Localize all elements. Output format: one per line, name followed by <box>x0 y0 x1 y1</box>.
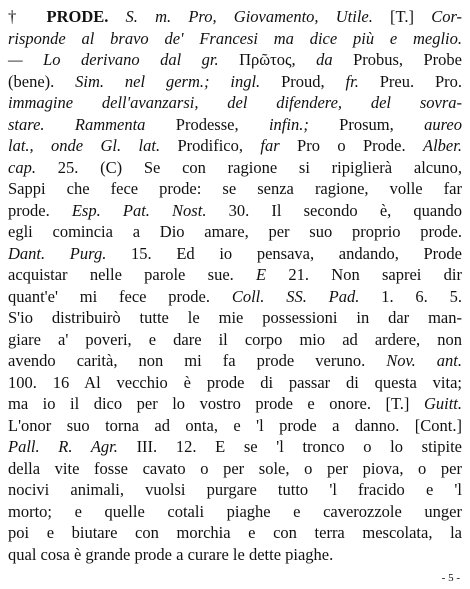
page-corner-mark: - 5 - <box>442 568 460 589</box>
text-run: Prodesse, <box>145 115 269 134</box>
text-run: stare. Rammenta <box>8 115 145 134</box>
entry-line-9: Sappi che fece prode: se senza ragione, volle far <box>8 178 462 200</box>
text-run: [T.] <box>373 7 431 26</box>
text-run <box>54 72 75 91</box>
citation: Pall. R. Agr. <box>8 437 118 456</box>
text-run: Preu. Pro. <box>359 72 462 91</box>
text-run: 21. Non saprei dir <box>266 265 462 284</box>
entry-line-24: morto; e quelle cotali piaghe e caverozzole unger <box>8 501 462 523</box>
citation: Esp. Pat. Nost. <box>72 201 207 220</box>
entry-line-18: 100. 16 Al vecchio è prode di passar di questa vita; <box>8 372 462 394</box>
text-run: avendo carità, non mi fa prode veruno. <box>8 351 386 370</box>
text-run <box>118 437 137 456</box>
entry-line-15: S'io distribuirò tutte le mie possessioni in dar man- <box>8 307 462 329</box>
dagger-mark: † <box>8 7 46 26</box>
entry-line-14 <box>8 286 462 308</box>
entry-line-8 <box>8 157 462 179</box>
citation: cap. <box>8 158 36 177</box>
text-run: aureo <box>424 115 462 134</box>
entry-line-4 <box>8 71 462 93</box>
text-run: 30. Il secondo è, quando <box>206 201 462 220</box>
entry-line-10 <box>8 200 462 222</box>
text-run: 25. (C) Se con ragione si ripiglierà alcuno, <box>36 158 462 177</box>
text-run: Sim. nel germ.; <box>75 72 209 91</box>
text-run: 15. Ed io pensava, andando, Prode <box>106 244 462 263</box>
text-run: Prosum, <box>309 115 424 134</box>
entry-line-3 <box>8 49 462 71</box>
grammar-label: S. m. <box>126 7 172 26</box>
citation: Guitt. <box>424 394 462 413</box>
text-run: ingl. <box>230 72 260 91</box>
citation: Alber. <box>423 136 462 155</box>
text-run <box>108 7 125 26</box>
text-run: quant'e' mi fece prode. <box>8 287 232 306</box>
headword: PRODE. <box>46 7 108 26</box>
text-run: Probus, Probe <box>333 50 462 69</box>
entry-line-2: risponde al bravo de' Francesi ma dice più e meglio. <box>8 28 462 50</box>
entry-line-13 <box>8 264 462 286</box>
text-run: Cor- <box>431 7 462 26</box>
text-run <box>210 72 231 91</box>
text-run: 12. E se 'l tronco o lo stipite <box>157 437 462 456</box>
entry-line-1 <box>8 6 462 28</box>
text-run: lat., onde Gl. lat. <box>8 136 160 155</box>
citation: Coll. SS. Pad. <box>232 287 360 306</box>
text-run: acquistar nelle parole sue. <box>8 265 256 284</box>
citation: Nov. ant. <box>386 351 462 370</box>
entry-line-11: egli comincia a Dio amare, per suo proprio prode. <box>8 221 462 243</box>
citation: E <box>256 265 266 284</box>
text-run: ma io il dico per lo vostro prode e onore. [T.] <box>8 394 424 413</box>
text-run: — Lo derivano dal gr. <box>8 50 219 69</box>
text-run: (bene). <box>8 72 54 91</box>
text-run: far <box>260 136 279 155</box>
entry-line-5: immagine dell'avanzarsi, del difendere, del sovra- <box>8 92 462 114</box>
entry-line-26: qual cosa è grande prode a curare le dette piaghe. <box>8 544 462 566</box>
entry-line-19 <box>8 393 462 415</box>
text-run: infin.; <box>269 115 309 134</box>
text-run: 1. 6. 5. <box>359 287 462 306</box>
text-run: prode. <box>8 201 72 220</box>
text-run: Prodifico, <box>160 136 260 155</box>
text-run: fr. <box>346 72 359 91</box>
entry-line-7 <box>8 135 462 157</box>
entry-line-16: giare a' poveri, e dare il corpo mio ad ardere, non <box>8 329 462 351</box>
entry-line-20: L'onor suo torna ad onta, e 'l prode a danno. [Cont.] <box>8 415 462 437</box>
text-run <box>171 7 188 26</box>
definition: Pro, Giovamento, Utile. <box>188 7 373 26</box>
entry-line-17 <box>8 350 462 372</box>
text-run: da <box>316 50 333 69</box>
greek-word: Πρῶτος, <box>219 50 316 69</box>
entry-line-21 <box>8 436 462 458</box>
citation: Dant. Purg. <box>8 244 106 263</box>
entry-line-12 <box>8 243 462 265</box>
text-run: Proud, <box>260 72 345 91</box>
entry-line-25: poi e biutare con morchia e con terra mescolata, la <box>8 522 462 544</box>
entry-line-6 <box>8 114 462 136</box>
text-run: Pro o Prode. <box>280 136 423 155</box>
roman-numeral: III. <box>137 437 158 456</box>
entry-line-22: della vite fosse cavato o per sole, o per piova, o per <box>8 458 462 480</box>
entry-line-23: nocivi animali, vuolsi purgare tutto 'l fracido e 'l <box>8 479 462 501</box>
